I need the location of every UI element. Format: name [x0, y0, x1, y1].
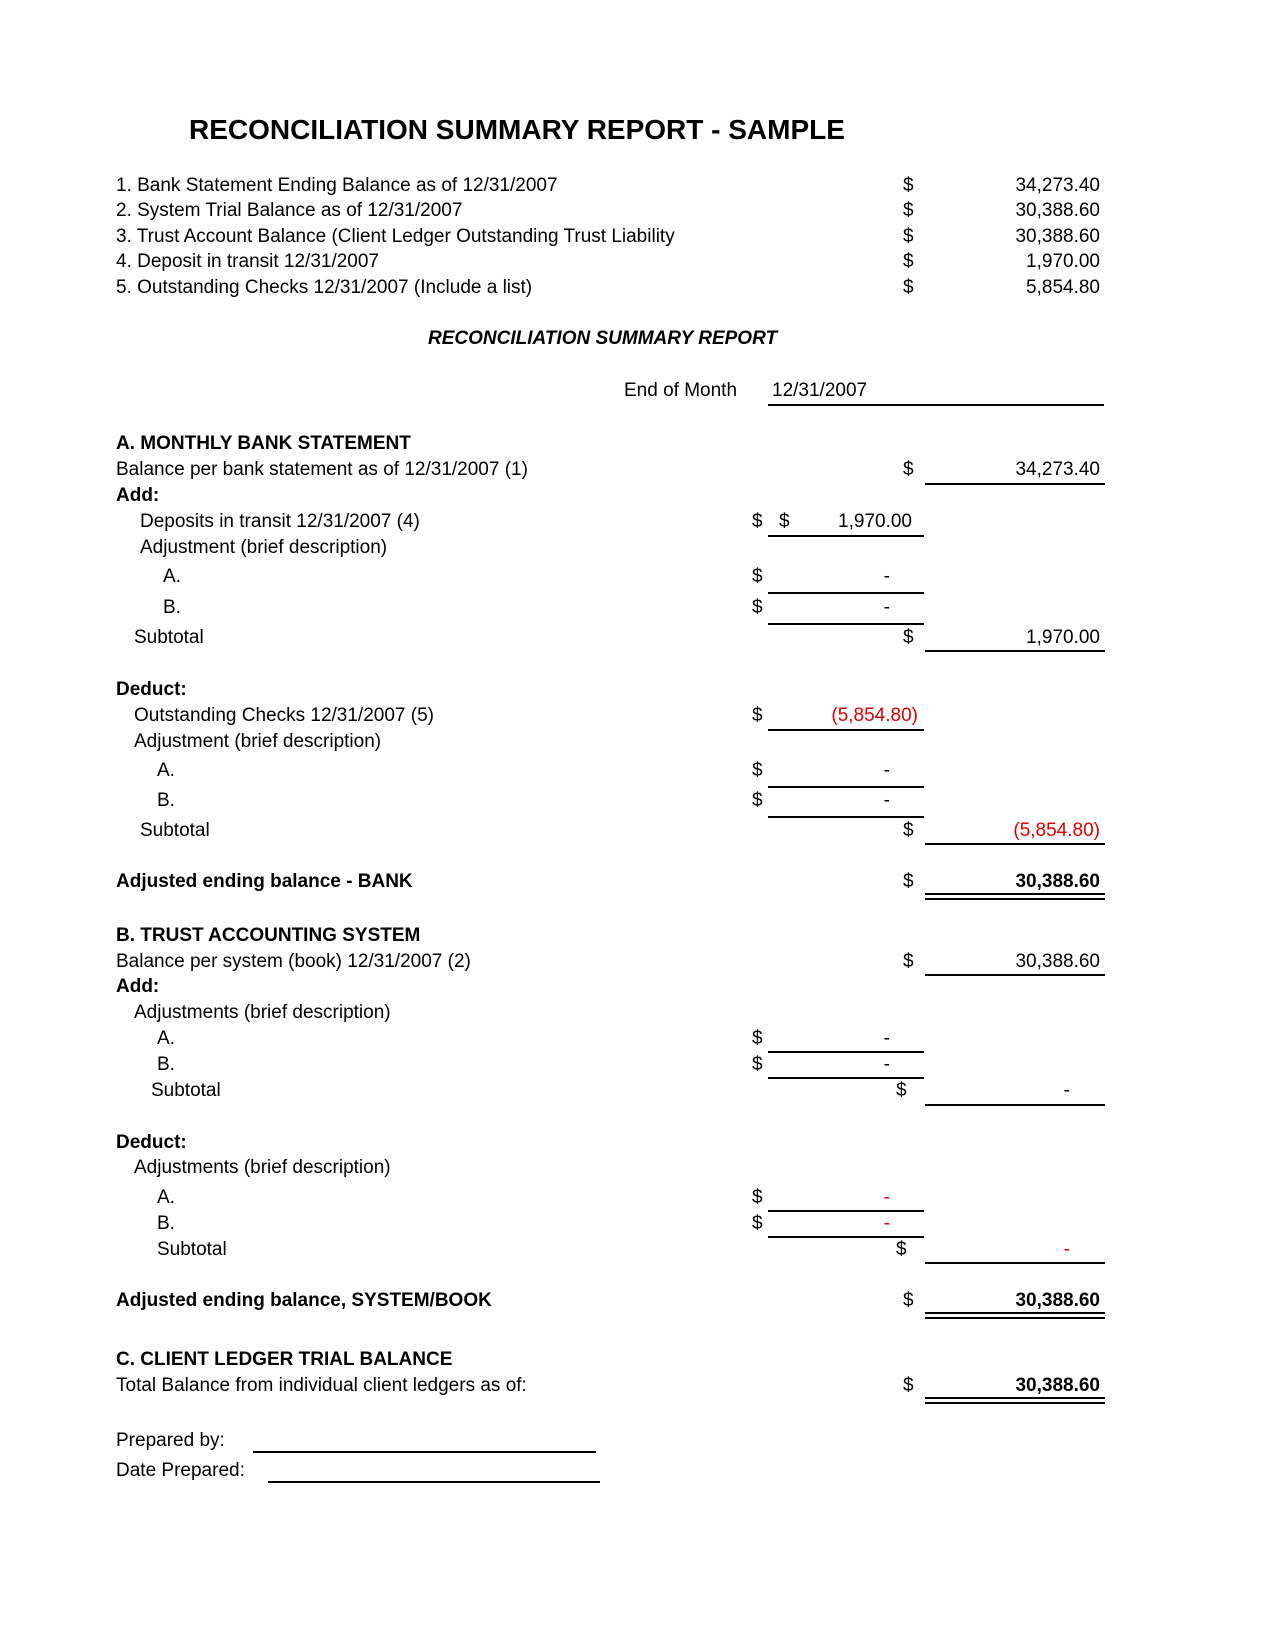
currency-symbol: $	[903, 627, 914, 648]
end-of-month-value: 12/31/2007	[772, 380, 868, 401]
currency-symbol: $	[903, 251, 914, 272]
amount-underline	[925, 1262, 1105, 1264]
amount-dash: -	[883, 1054, 890, 1075]
bank-balance-label: Balance per bank statement as of 12/31/2007 (1)	[116, 459, 528, 480]
add-label: Add:	[116, 485, 160, 506]
summary-item-amount: 30,388.60	[1015, 226, 1100, 247]
section-b-heading: B. TRUST ACCOUNTING SYSTEM	[116, 925, 421, 946]
adjusted-balance-system-label: Adjusted ending balance, SYSTEM/BOOK	[116, 1290, 492, 1311]
amount-underline	[925, 483, 1105, 485]
adjustment-item-a: A.	[163, 566, 181, 587]
adjustment-item-a: A.	[157, 1187, 175, 1208]
currency-symbol: $	[896, 1080, 907, 1101]
end-of-month-underline	[768, 404, 1104, 406]
amount-underline	[768, 1051, 924, 1053]
adjustment-item-a: A.	[157, 760, 175, 781]
amount-dash: -	[883, 566, 890, 587]
currency-symbol: $	[752, 705, 763, 726]
system-balance-amount: 30,388.60	[1015, 951, 1100, 972]
amount-dash: -	[1063, 1080, 1070, 1101]
double-underline	[925, 1312, 1105, 1319]
system-balance-label: Balance per system (book) 12/31/2007 (2)	[116, 951, 471, 972]
currency-symbol: $	[903, 1290, 914, 1311]
deposits-in-transit-label: Deposits in transit 12/31/2007 (4)	[140, 511, 420, 532]
amount-underline	[925, 974, 1105, 976]
amount-dash: -	[883, 597, 890, 618]
currency-symbol: $	[752, 566, 763, 587]
currency-symbol: $	[752, 760, 763, 781]
summary-item-label: 3. Trust Account Balance (Client Ledger Outstanding Trust Liability	[116, 226, 675, 247]
date-prepared-line[interactable]	[268, 1481, 600, 1483]
summary-item-label: 1. Bank Statement Ending Balance as of 12/31/2007	[116, 175, 558, 196]
summary-item-label: 2. System Trial Balance as of 12/31/2007	[116, 200, 463, 221]
amount-underline	[768, 623, 924, 625]
adjusted-balance-system-amount: 30,388.60	[1015, 1290, 1100, 1311]
adjustment-item-b: B.	[157, 790, 175, 811]
summary-item-label: 4. Deposit in transit 12/31/2007	[116, 251, 380, 272]
currency-symbol: $	[903, 277, 914, 298]
amount-underline	[768, 592, 924, 594]
add-subtotal-amount: 1,970.00	[1026, 627, 1100, 648]
currency-symbol: $	[752, 1187, 763, 1208]
adjustments-label: Adjustments (brief description)	[134, 1157, 391, 1178]
subtotal-label: Subtotal	[157, 1239, 227, 1260]
add-label: Add:	[116, 976, 160, 997]
end-of-month-label: End of Month	[624, 380, 738, 401]
amount-underline	[925, 843, 1105, 845]
currency-symbol: $	[896, 1239, 907, 1260]
amount-underline	[768, 1236, 924, 1238]
client-ledger-total-label: Total Balance from individual client ledgers as of:	[116, 1375, 527, 1396]
amount-underline	[768, 786, 924, 788]
currency-symbol: $	[779, 511, 790, 532]
deduct-subtotal-amount: (5,854.80)	[1013, 820, 1100, 841]
currency-symbol: $	[752, 1028, 763, 1049]
currency-symbol: $	[903, 1375, 914, 1396]
currency-symbol: $	[903, 459, 914, 480]
amount-underline	[768, 729, 924, 731]
prepared-by-line[interactable]	[253, 1451, 596, 1453]
adjustment-item-b: B.	[157, 1213, 175, 1234]
currency-symbol: $	[752, 790, 763, 811]
deduct-label: Deduct:	[116, 1132, 187, 1153]
deposits-in-transit-amount: 1,970.00	[838, 511, 912, 532]
summary-item-label: 5. Outstanding Checks 12/31/2007 (Include a list)	[116, 277, 533, 298]
amount-underline	[768, 816, 924, 818]
adjustment-label: Adjustment (brief description)	[134, 731, 382, 752]
currency-symbol: $	[752, 511, 763, 532]
date-prepared-label: Date Prepared:	[116, 1460, 245, 1481]
amount-underline	[925, 650, 1105, 652]
subtotal-label: Subtotal	[134, 627, 204, 648]
double-underline	[925, 893, 1105, 900]
adjustment-item-b: B.	[163, 597, 181, 618]
amount-dash: -	[883, 1028, 890, 1049]
subtotal-label: Subtotal	[140, 820, 210, 841]
amount-dash: -	[883, 760, 890, 781]
summary-item-amount: 30,388.60	[1015, 200, 1100, 221]
summary-item-amount: 5,854.80	[1026, 277, 1100, 298]
amount-dash: -	[883, 1213, 890, 1234]
adjusted-balance-bank-amount: 30,388.60	[1015, 871, 1100, 892]
amount-dash: -	[883, 790, 890, 811]
adjustment-item-a: A.	[157, 1028, 175, 1049]
currency-symbol: $	[903, 871, 914, 892]
currency-symbol: $	[903, 200, 914, 221]
section-a-heading: A. MONTHLY BANK STATEMENT	[116, 433, 411, 454]
subtotal-label: Subtotal	[151, 1080, 221, 1101]
bank-balance-amount: 34,273.40	[1015, 459, 1100, 480]
adjusted-balance-bank-label: Adjusted ending balance - BANK	[116, 871, 413, 892]
outstanding-checks-label: Outstanding Checks 12/31/2007 (5)	[134, 705, 434, 726]
currency-symbol: $	[752, 597, 763, 618]
currency-symbol: $	[752, 1213, 763, 1234]
prepared-by-label: Prepared by:	[116, 1430, 225, 1451]
currency-symbol: $	[903, 175, 914, 196]
amount-underline	[768, 1210, 924, 1212]
adjustments-label: Adjustments (brief description)	[134, 1002, 391, 1023]
adjustment-item-b: B.	[157, 1054, 175, 1075]
outstanding-checks-amount: (5,854.80)	[831, 705, 918, 726]
amount-underline	[925, 1104, 1105, 1106]
summary-item-amount: 1,970.00	[1026, 251, 1100, 272]
currency-symbol: $	[752, 1054, 763, 1075]
currency-symbol: $	[903, 226, 914, 247]
amount-dash: -	[883, 1187, 890, 1208]
amount-dash: -	[1063, 1239, 1070, 1260]
amount-underline	[768, 535, 924, 537]
client-ledger-total-amount: 30,388.60	[1015, 1375, 1100, 1396]
summary-item-amount: 34,273.40	[1015, 175, 1100, 196]
deduct-label: Deduct:	[116, 679, 187, 700]
report-title: RECONCILIATION SUMMARY REPORT - SAMPLE	[189, 114, 845, 145]
currency-symbol: $	[903, 951, 914, 972]
section-c-heading: C. CLIENT LEDGER TRIAL BALANCE	[116, 1349, 453, 1370]
report-subtitle: RECONCILIATION SUMMARY REPORT	[428, 328, 778, 349]
currency-symbol: $	[903, 820, 914, 841]
amount-underline	[768, 1077, 924, 1079]
adjustment-label: Adjustment (brief description)	[140, 537, 388, 558]
double-underline	[925, 1397, 1105, 1404]
